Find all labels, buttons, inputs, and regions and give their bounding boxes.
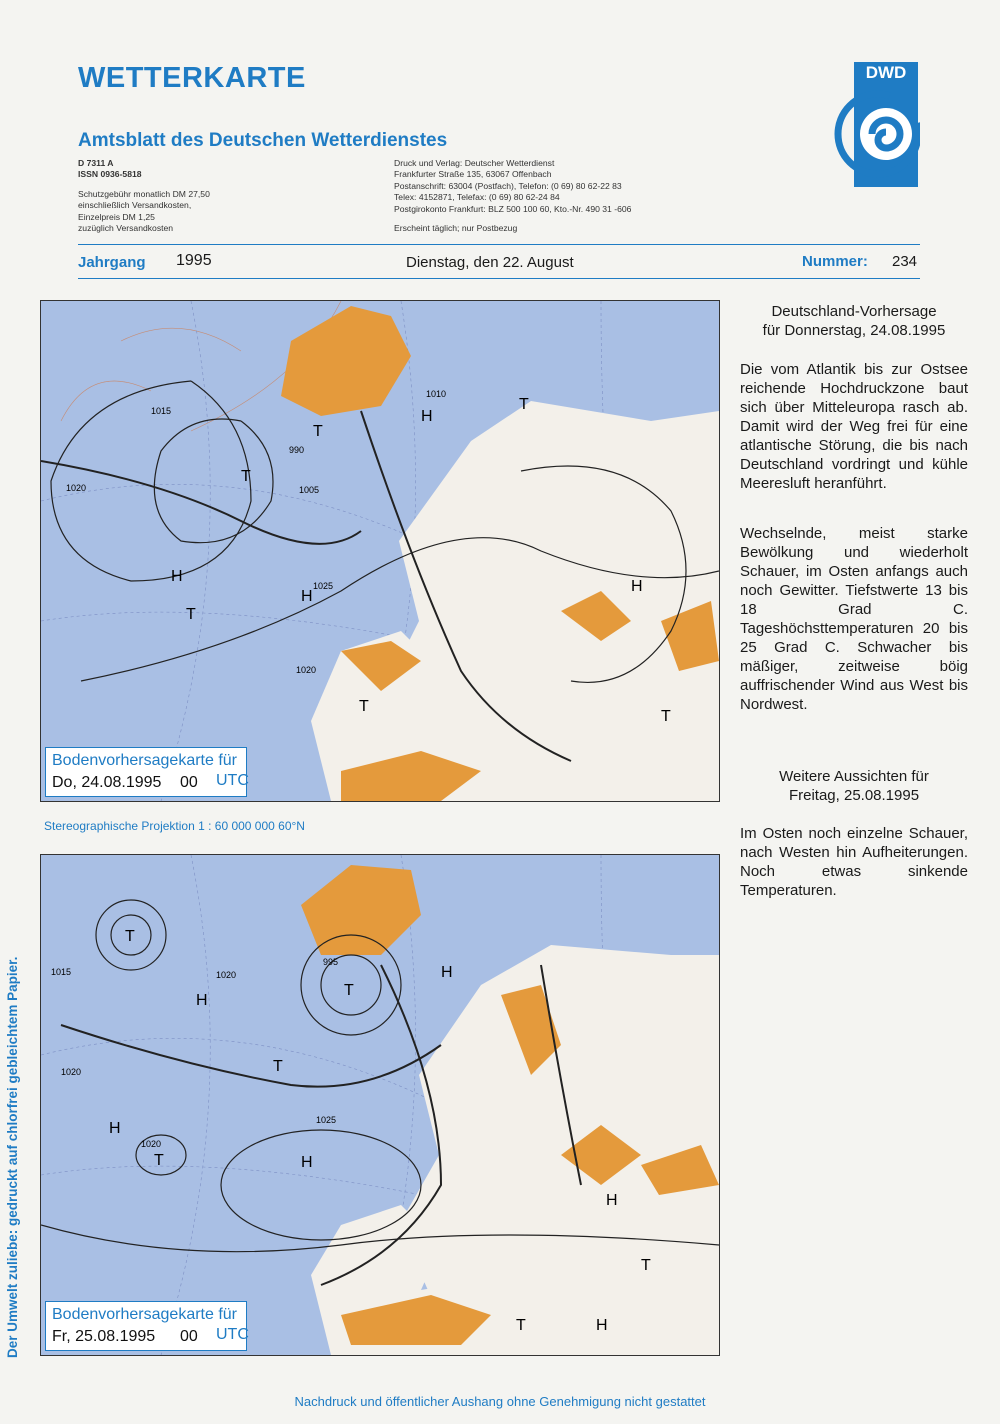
map-label-H: H: [171, 568, 183, 585]
map-label-T: T: [186, 606, 196, 623]
map-1-caption: [45, 747, 247, 797]
issue-date: Dienstag, den 22. August: [406, 254, 574, 271]
map-caption-time: 00: [180, 1328, 198, 1345]
map-label-H: H: [421, 408, 433, 425]
info-line: D 7311 A: [78, 158, 114, 168]
info-line: Einzelpreis DM 1,25: [78, 211, 155, 222]
info-line: Telex: 4152871, Telefax: (0 69) 80 62-24 84: [394, 192, 560, 203]
vertical-note: Der Umwelt zuliebe: gedruckt auf chlorfrei gebleichtem Papier.: [5, 956, 20, 1358]
map-caption-date: Fr, 25.08.1995: [52, 1328, 156, 1345]
isobar-label: 1015: [151, 406, 172, 416]
map-label-T: T: [516, 1317, 526, 1334]
isobar-label: 1025: [316, 1115, 337, 1125]
projection-note: Stereographische Projektion 1 : 60 000 000 60°N: [44, 819, 305, 833]
map-1-graphic: [41, 301, 719, 801]
isobar-label: 1020: [141, 1139, 162, 1149]
map-label-T: T: [241, 468, 251, 485]
outlook-text: Im Osten noch einzelne Schauer, nach Westen hin Aufheiterungen. Noch etwas sinkende Temperaturen.: [740, 825, 968, 899]
isobar-label: 1005: [299, 485, 320, 495]
isobar-label: 1015: [51, 967, 72, 977]
dwd-swirl-icon: [816, 62, 920, 190]
map-2-graphic: [41, 855, 719, 1355]
outlook-heading: [740, 767, 968, 805]
map-2-caption: [45, 1301, 247, 1351]
isobar-label: 995: [323, 957, 339, 967]
info-line: Frankfurter Straße 135, 63067 Offenbach: [394, 169, 552, 180]
divider: [78, 244, 920, 245]
forecast-paragraph-1: Die vom Atlantik bis zur Ostsee reichende Hochdruckzone baut sich über Mitteleuropa rasch ab. Damit wird der Weg frei für eine atlantische Störung, die bis nach Deutschland vordringt und kühle Meeresluft heranführt.: [740, 361, 968, 492]
isobar-label: 1020: [66, 483, 87, 493]
info-line: zuzüglich Versandkosten: [78, 223, 174, 234]
weather-map-2: [40, 854, 720, 1356]
nummer-label: Nummer:: [802, 253, 868, 270]
info-line: Druck und Verlag: Deutscher Wetterdienst: [394, 158, 555, 168]
isobar-label: 1020: [61, 1067, 82, 1077]
map-caption-date: Do, 24.08.1995: [52, 774, 162, 791]
page-title: WETTERKARTE: [78, 62, 306, 94]
left-info: [78, 158, 308, 234]
map-label-T: T: [344, 982, 354, 999]
map-label-H: H: [301, 1154, 313, 1171]
map-caption-title: Bodenvorhersagekarte für: [52, 1306, 237, 1323]
map-label-T: T: [313, 423, 323, 440]
publisher-info: [394, 158, 724, 234]
nummer-value: 234: [892, 253, 918, 270]
map-label-H: H: [109, 1120, 121, 1137]
info-line: ISSN 0936-5818: [78, 169, 142, 180]
info-line: Postgirokonto Frankfurt: BLZ 500 100 60, Kto.-Nr. 490 31 -606: [394, 203, 632, 214]
map-label-T: T: [641, 1257, 651, 1274]
map-label-H: H: [606, 1192, 618, 1209]
map-label-T: T: [359, 698, 369, 715]
map-label-H: H: [441, 964, 453, 981]
map-caption-title: Bodenvorhersagekarte für: [52, 752, 237, 769]
forecast-heading: [740, 302, 968, 340]
outlook-heading-line: Weitere Aussichten für: [779, 768, 929, 785]
jahrgang-label: Jahrgang: [78, 254, 146, 271]
map-label-T: T: [661, 708, 671, 725]
map-label-H: H: [596, 1317, 608, 1334]
map-caption-time: 00: [180, 774, 198, 791]
jahrgang-value: 1995: [176, 252, 212, 269]
isobar-label: 1025: [313, 581, 334, 591]
forecast-paragraph-2: Wechselnde, meist starke Bewölkung und wiederholt Schauer, im Osten anfangs auch noch Gewitter. Tiefstwerte 13 bis 18 Grad C. Tageshöchsttemperaturen 20 bis 25 Grad C. Schwacher bis mäßiger, zeitweise böig auffrischender Wind aus West bis Nordwest.: [740, 525, 968, 713]
map-caption-utc: UTC: [216, 772, 249, 789]
map-label-H: H: [631, 578, 643, 595]
isobar-label: 1020: [296, 665, 317, 675]
map-label-T: T: [519, 396, 529, 413]
dwd-logo-text: DWD: [854, 62, 918, 84]
page-subtitle: Amtsblatt des Deutschen Wetterdienstes: [78, 130, 448, 151]
info-line: Schutzgebühr monatlich DM 27,50: [78, 188, 210, 199]
footer-note: Nachdruck und öffentlicher Aushang ohne Genehmigung nicht gestattet: [294, 1394, 706, 1409]
forecast-heading-line: Deutschland-Vorhersage: [771, 303, 937, 320]
map-label-T: T: [273, 1058, 283, 1075]
map-caption-utc: UTC: [216, 1326, 249, 1343]
info-line: Erscheint täglich; nur Postbezug: [394, 223, 518, 234]
dwd-logo: [816, 62, 920, 190]
isobar-label: 1010: [426, 389, 447, 399]
map-label-T: T: [125, 928, 135, 945]
map-label-T: T: [154, 1152, 164, 1169]
info-line: einschließlich Versandkosten,: [78, 200, 192, 211]
forecast-heading-line: für Donnerstag, 24.08.1995: [762, 322, 946, 339]
info-line: Postanschrift: 63004 (Postfach), Telefon: (0 69) 80 62-22 83: [394, 180, 622, 191]
isobar-label: 990: [289, 445, 305, 455]
map-label-H: H: [301, 588, 313, 605]
weather-map-1: [40, 300, 720, 802]
isobar-label: 1020: [216, 970, 237, 980]
map-label-H: H: [196, 992, 208, 1009]
divider: [78, 278, 920, 279]
outlook-heading-line: Freitag, 25.08.1995: [788, 787, 920, 804]
